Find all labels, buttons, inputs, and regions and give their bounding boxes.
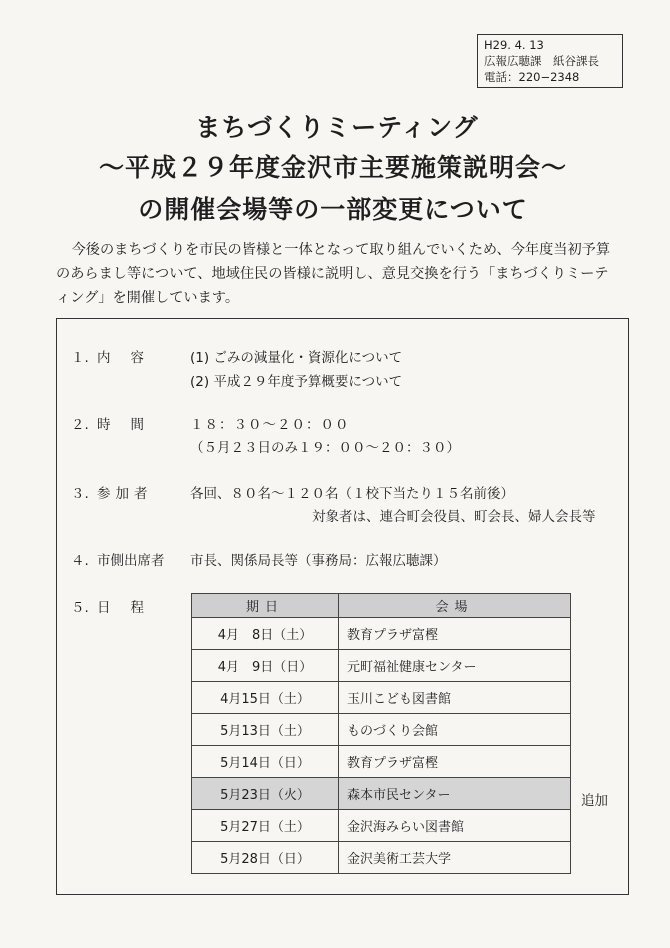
schedule-date: 4月 9日（日） (192, 650, 339, 682)
schedule-venue: 森本市民センター (339, 778, 571, 810)
section-number: ４. (71, 553, 89, 569)
section-number: ３. (71, 486, 89, 502)
table-row (192, 618, 571, 650)
section-title: 参加者 (97, 486, 153, 502)
time-value: １８：３０〜２０：００ (190, 417, 350, 433)
schedule-date: 4月15日（土） (192, 682, 339, 714)
section-number: １. (71, 350, 89, 366)
reference-department: 広報広聴課 紙谷課長 (484, 54, 599, 68)
schedule-venue: 教育プラザ富樫 (339, 618, 571, 650)
schedule-header-venue: 会場 (339, 594, 571, 618)
content-item-1: (1) ごみの減量化・資源化について (190, 350, 403, 366)
section-number: ２. (71, 417, 89, 433)
participants-value: 各回、８０名〜１２０名（１校下当たり１５名前後） (190, 486, 514, 502)
table-row (192, 714, 571, 746)
attendees-value: 市長、関係局長等（事務局：広報広聴課） (190, 553, 447, 569)
schedule-date: 5月23日（火） (192, 778, 339, 810)
schedule-date: 5月27日（土） (192, 810, 339, 842)
title-line-2: 〜平成２９年度金沢市主要施策説明会〜 (98, 153, 567, 182)
schedule-header-row (192, 594, 571, 618)
participants-note: 対象者は、連合町会役員、町会長、婦人会長等 (312, 509, 596, 525)
schedule-date: 5月28日（日） (192, 842, 339, 874)
schedule-venue: ものづくり会館 (339, 714, 571, 746)
section-title: 内容 (97, 350, 164, 366)
section-attendees-label (71, 549, 165, 569)
schedule-header-date: 期日 (192, 594, 339, 618)
section-content-label (71, 346, 164, 366)
schedule-venue: 金沢海みらい図書館 (339, 810, 571, 842)
time-note: （５月２３日のみ１９：００〜２０：３０） (190, 440, 460, 456)
intro-paragraph: 今後のまちづくりを市民の皆様と一体となって取り組んでいくため、今年度当初予算のあらまし等について、地域住民の皆様に説明し、意見交換を行う「まちづくりミーティング」を開催しています。 (56, 242, 611, 306)
schedule-date: 4月 8日（土） (192, 618, 339, 650)
table-row (192, 650, 571, 682)
table-row (192, 682, 571, 714)
section-number: ５. (71, 600, 89, 616)
schedule-venue: 教育プラザ富樫 (339, 746, 571, 778)
section-schedule-label (71, 596, 164, 616)
schedule-venue: 玉川こども図書館 (339, 682, 571, 714)
section-time-label (71, 413, 164, 433)
title-line-1: まちづくりミーティング (195, 113, 479, 142)
reference-phone: 電話：220−2348 (484, 70, 580, 84)
table-row (192, 746, 571, 778)
section-title: 日程 (97, 600, 164, 616)
table-row (192, 810, 571, 842)
title-line-3: の開催会場等の一部変更について (138, 195, 528, 224)
schedule-date: 5月14日（日） (192, 746, 339, 778)
section-title: 市側出席者 (97, 553, 165, 569)
table-row (192, 842, 571, 874)
schedule-table (191, 593, 571, 874)
added-note: 追加 (581, 793, 608, 809)
reference-box (477, 34, 623, 88)
schedule-date: 5月13日（土） (192, 714, 339, 746)
table-row-highlighted (192, 778, 571, 810)
content-item-2: (2) 平成２９年度予算概要について (190, 374, 403, 390)
schedule-venue: 元町福祉健康センター (339, 650, 571, 682)
schedule-venue: 金沢美術工芸大学 (339, 842, 571, 874)
section-participants-label (71, 482, 153, 502)
section-title: 時間 (97, 417, 164, 433)
reference-date: H29. 4. 13 (484, 38, 544, 52)
